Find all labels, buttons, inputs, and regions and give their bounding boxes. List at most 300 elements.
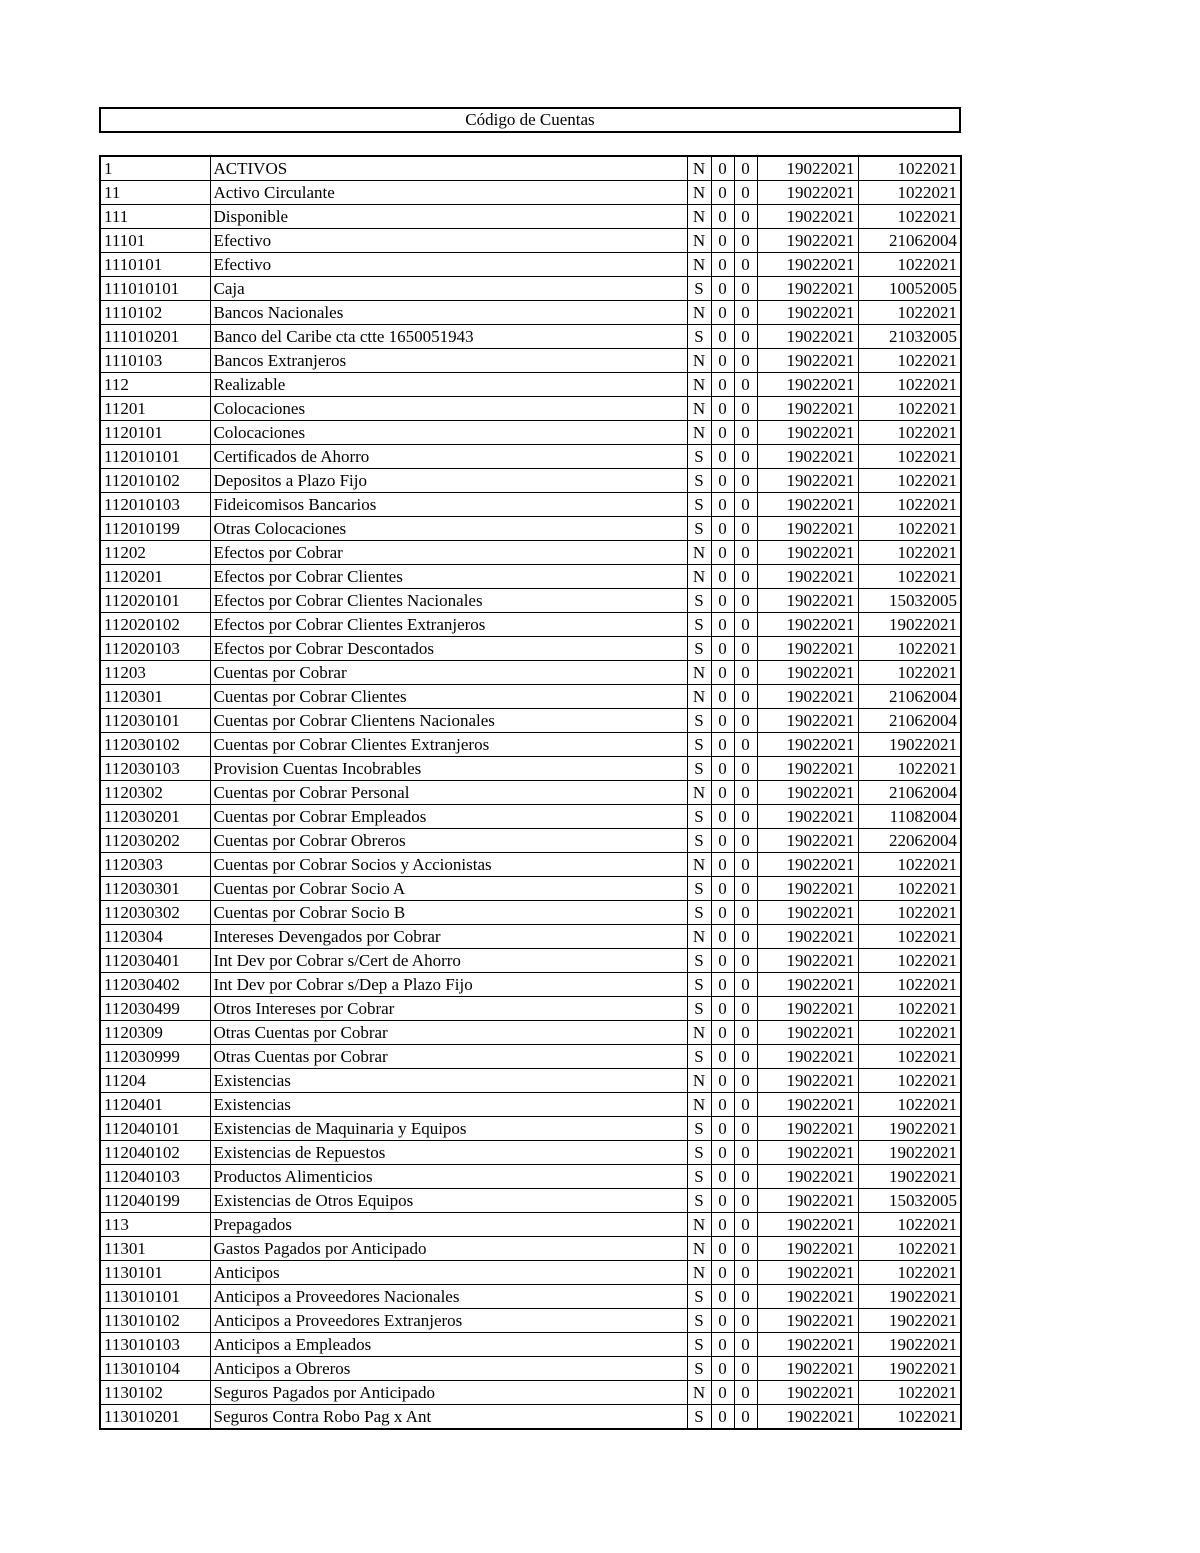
- zero-cell-2: 0: [734, 1021, 757, 1045]
- account-code-cell: 1120304: [100, 925, 210, 949]
- account-name-cell: Efectos por Cobrar Clientes: [210, 565, 687, 589]
- account-code-cell: 1120201: [100, 565, 210, 589]
- table-row: [100, 517, 961, 541]
- account-type-cell: S: [687, 805, 711, 829]
- date-created-cell: 19022021: [757, 661, 858, 685]
- account-code-cell: 112010199: [100, 517, 210, 541]
- account-name-cell: Existencias de Otros Equipos: [210, 1189, 687, 1213]
- zero-cell-1: 0: [711, 1237, 734, 1261]
- account-type-cell: N: [687, 373, 711, 397]
- account-type-cell: N: [687, 421, 711, 445]
- account-name-cell: Colocaciones: [210, 421, 687, 445]
- date-updated-cell: 1022021: [858, 181, 961, 205]
- zero-cell-1: 0: [711, 1093, 734, 1117]
- zero-cell-1: 0: [711, 709, 734, 733]
- table-row: [100, 1237, 961, 1261]
- date-created-cell: 19022021: [757, 925, 858, 949]
- account-type-cell: N: [687, 349, 711, 373]
- date-created-cell: 19022021: [757, 181, 858, 205]
- date-created-cell: 19022021: [757, 373, 858, 397]
- date-updated-cell: 1022021: [858, 757, 961, 781]
- account-code-cell: 112010101: [100, 445, 210, 469]
- account-type-cell: S: [687, 589, 711, 613]
- date-updated-cell: 1022021: [858, 853, 961, 877]
- account-code-cell: 1130102: [100, 1381, 210, 1405]
- date-created-cell: 19022021: [757, 637, 858, 661]
- account-type-cell: N: [687, 1213, 711, 1237]
- account-name-cell: Efectos por Cobrar Clientes Nacionales: [210, 589, 687, 613]
- account-name-cell: Gastos Pagados por Anticipado: [210, 1237, 687, 1261]
- zero-cell-1: 0: [711, 805, 734, 829]
- zero-cell-1: 0: [711, 325, 734, 349]
- zero-cell-2: 0: [734, 1333, 757, 1357]
- account-type-cell: N: [687, 661, 711, 685]
- account-code-cell: 112030201: [100, 805, 210, 829]
- account-type-cell: N: [687, 156, 711, 181]
- zero-cell-1: 0: [711, 853, 734, 877]
- zero-cell-1: 0: [711, 1381, 734, 1405]
- table-row: [100, 1117, 961, 1141]
- date-created-cell: 19022021: [757, 1405, 858, 1430]
- account-name-cell: Seguros Pagados por Anticipado: [210, 1381, 687, 1405]
- page-title: Código de Cuentas: [99, 107, 961, 133]
- account-type-cell: S: [687, 445, 711, 469]
- table-row: [100, 973, 961, 997]
- account-type-cell: S: [687, 1285, 711, 1309]
- zero-cell-1: 0: [711, 733, 734, 757]
- account-name-cell: Bancos Nacionales: [210, 301, 687, 325]
- account-code-cell: 112040103: [100, 1165, 210, 1189]
- account-name-cell: Intereses Devengados por Cobrar: [210, 925, 687, 949]
- account-name-cell: Int Dev por Cobrar s/Cert de Ahorro: [210, 949, 687, 973]
- account-name-cell: Prepagados: [210, 1213, 687, 1237]
- date-created-cell: 19022021: [757, 325, 858, 349]
- zero-cell-1: 0: [711, 685, 734, 709]
- date-updated-cell: 21032005: [858, 325, 961, 349]
- zero-cell-2: 0: [734, 925, 757, 949]
- zero-cell-1: 0: [711, 877, 734, 901]
- table-row: [100, 1333, 961, 1357]
- table-row: [100, 156, 961, 181]
- zero-cell-2: 0: [734, 781, 757, 805]
- date-created-cell: 19022021: [757, 685, 858, 709]
- account-name-cell: Efectos por Cobrar Descontados: [210, 637, 687, 661]
- account-type-cell: S: [687, 469, 711, 493]
- account-name-cell: Otras Colocaciones: [210, 517, 687, 541]
- account-code-cell: 111010201: [100, 325, 210, 349]
- date-updated-cell: 19022021: [858, 1141, 961, 1165]
- account-code-cell: 113: [100, 1213, 210, 1237]
- zero-cell-1: 0: [711, 181, 734, 205]
- account-type-cell: N: [687, 1381, 711, 1405]
- date-created-cell: 19022021: [757, 901, 858, 925]
- table-row: [100, 469, 961, 493]
- zero-cell-2: 0: [734, 973, 757, 997]
- account-type-cell: S: [687, 1045, 711, 1069]
- account-name-cell: Existencias de Repuestos: [210, 1141, 687, 1165]
- zero-cell-1: 0: [711, 1213, 734, 1237]
- account-type-cell: N: [687, 565, 711, 589]
- zero-cell-2: 0: [734, 949, 757, 973]
- account-type-cell: S: [687, 1309, 711, 1333]
- account-name-cell: Anticipos a Proveedores Extranjeros: [210, 1309, 687, 1333]
- zero-cell-1: 0: [711, 901, 734, 925]
- zero-cell-1: 0: [711, 1357, 734, 1381]
- date-created-cell: 19022021: [757, 973, 858, 997]
- table-row: [100, 709, 961, 733]
- account-type-cell: S: [687, 1333, 711, 1357]
- account-name-cell: Productos Alimenticios: [210, 1165, 687, 1189]
- account-code-cell: 1120401: [100, 1093, 210, 1117]
- date-updated-cell: 1022021: [858, 1021, 961, 1045]
- zero-cell-2: 0: [734, 1045, 757, 1069]
- account-name-cell: Anticipos: [210, 1261, 687, 1285]
- date-updated-cell: 10052005: [858, 277, 961, 301]
- table-row: [100, 733, 961, 757]
- account-type-cell: S: [687, 1165, 711, 1189]
- date-created-cell: 19022021: [757, 949, 858, 973]
- account-code-cell: 112030402: [100, 973, 210, 997]
- zero-cell-1: 0: [711, 1333, 734, 1357]
- date-updated-cell: 1022021: [858, 1069, 961, 1093]
- account-type-cell: N: [687, 301, 711, 325]
- zero-cell-2: 0: [734, 1117, 757, 1141]
- zero-cell-2: 0: [734, 997, 757, 1021]
- account-type-cell: N: [687, 781, 711, 805]
- zero-cell-2: 0: [734, 1285, 757, 1309]
- zero-cell-2: 0: [734, 1357, 757, 1381]
- date-updated-cell: 21062004: [858, 781, 961, 805]
- date-created-cell: 19022021: [757, 517, 858, 541]
- date-updated-cell: 15032005: [858, 1189, 961, 1213]
- date-created-cell: 19022021: [757, 589, 858, 613]
- table-row: [100, 277, 961, 301]
- date-created-cell: 19022021: [757, 853, 858, 877]
- zero-cell-1: 0: [711, 1261, 734, 1285]
- table-row: [100, 637, 961, 661]
- account-code-cell: 112030401: [100, 949, 210, 973]
- zero-cell-2: 0: [734, 901, 757, 925]
- zero-cell-2: 0: [734, 805, 757, 829]
- zero-cell-1: 0: [711, 829, 734, 853]
- account-code-cell: 112040102: [100, 1141, 210, 1165]
- account-name-cell: Cuentas por Cobrar Clientens Nacionales: [210, 709, 687, 733]
- zero-cell-1: 0: [711, 1405, 734, 1430]
- account-code-cell: 112040199: [100, 1189, 210, 1213]
- account-code-cell: 112030101: [100, 709, 210, 733]
- account-code-cell: 11203: [100, 661, 210, 685]
- account-code-cell: 1110102: [100, 301, 210, 325]
- account-code-cell: 111010101: [100, 277, 210, 301]
- account-name-cell: Existencias: [210, 1069, 687, 1093]
- date-created-cell: 19022021: [757, 1117, 858, 1141]
- account-code-cell: 1: [100, 156, 210, 181]
- date-created-cell: 19022021: [757, 877, 858, 901]
- account-type-cell: S: [687, 493, 711, 517]
- table-row: [100, 565, 961, 589]
- date-updated-cell: 1022021: [858, 637, 961, 661]
- date-created-cell: 19022021: [757, 493, 858, 517]
- zero-cell-2: 0: [734, 1237, 757, 1261]
- date-created-cell: 19022021: [757, 733, 858, 757]
- zero-cell-1: 0: [711, 493, 734, 517]
- zero-cell-2: 0: [734, 589, 757, 613]
- account-name-cell: Cuentas por Cobrar Personal: [210, 781, 687, 805]
- date-updated-cell: 1022021: [858, 901, 961, 925]
- account-name-cell: Cuentas por Cobrar Empleados: [210, 805, 687, 829]
- zero-cell-2: 0: [734, 685, 757, 709]
- table-row: [100, 1045, 961, 1069]
- date-updated-cell: 21062004: [858, 685, 961, 709]
- account-name-cell: Otras Cuentas por Cobrar: [210, 1021, 687, 1045]
- account-code-cell: 112010102: [100, 469, 210, 493]
- zero-cell-1: 0: [711, 997, 734, 1021]
- date-created-cell: 19022021: [757, 1093, 858, 1117]
- account-type-cell: N: [687, 229, 711, 253]
- table-row: [100, 421, 961, 445]
- zero-cell-2: 0: [734, 1093, 757, 1117]
- account-code-cell: 111: [100, 205, 210, 229]
- date-updated-cell: 22062004: [858, 829, 961, 853]
- zero-cell-2: 0: [734, 397, 757, 421]
- zero-cell-1: 0: [711, 1165, 734, 1189]
- account-name-cell: Disponible: [210, 205, 687, 229]
- account-name-cell: Cuentas por Cobrar Clientes: [210, 685, 687, 709]
- account-code-cell: 11201: [100, 397, 210, 421]
- date-created-cell: 19022021: [757, 565, 858, 589]
- date-created-cell: 19022021: [757, 997, 858, 1021]
- account-type-cell: S: [687, 949, 711, 973]
- zero-cell-1: 0: [711, 1117, 734, 1141]
- account-type-cell: S: [687, 829, 711, 853]
- zero-cell-2: 0: [734, 1165, 757, 1189]
- zero-cell-2: 0: [734, 1189, 757, 1213]
- date-updated-cell: 19022021: [858, 733, 961, 757]
- account-type-cell: N: [687, 1261, 711, 1285]
- date-updated-cell: 1022021: [858, 205, 961, 229]
- account-code-cell: 112040101: [100, 1117, 210, 1141]
- date-created-cell: 19022021: [757, 613, 858, 637]
- account-type-cell: S: [687, 877, 711, 901]
- account-name-cell: Colocaciones: [210, 397, 687, 421]
- account-type-cell: S: [687, 1405, 711, 1430]
- table-row: [100, 253, 961, 277]
- zero-cell-1: 0: [711, 949, 734, 973]
- date-created-cell: 19022021: [757, 805, 858, 829]
- zero-cell-1: 0: [711, 1045, 734, 1069]
- zero-cell-1: 0: [711, 613, 734, 637]
- zero-cell-2: 0: [734, 156, 757, 181]
- account-type-cell: N: [687, 181, 711, 205]
- date-created-cell: 19022021: [757, 1213, 858, 1237]
- date-updated-cell: 1022021: [858, 565, 961, 589]
- table-row: [100, 325, 961, 349]
- date-created-cell: 19022021: [757, 1381, 858, 1405]
- zero-cell-1: 0: [711, 1141, 734, 1165]
- zero-cell-2: 0: [734, 733, 757, 757]
- account-type-cell: N: [687, 1069, 711, 1093]
- account-type-cell: N: [687, 1021, 711, 1045]
- date-updated-cell: 15032005: [858, 589, 961, 613]
- date-created-cell: 19022021: [757, 1357, 858, 1381]
- zero-cell-2: 0: [734, 1069, 757, 1093]
- account-code-cell: 112030499: [100, 997, 210, 1021]
- table-row: [100, 949, 961, 973]
- account-type-cell: S: [687, 733, 711, 757]
- date-updated-cell: 1022021: [858, 349, 961, 373]
- account-code-cell: 11204: [100, 1069, 210, 1093]
- account-code-cell: 1120303: [100, 853, 210, 877]
- account-code-cell: 11202: [100, 541, 210, 565]
- date-updated-cell: 19022021: [858, 1333, 961, 1357]
- account-type-cell: N: [687, 1093, 711, 1117]
- account-name-cell: Provision Cuentas Incobrables: [210, 757, 687, 781]
- account-name-cell: Cuentas por Cobrar Socio B: [210, 901, 687, 925]
- table-row: [100, 829, 961, 853]
- date-created-cell: 19022021: [757, 301, 858, 325]
- zero-cell-2: 0: [734, 301, 757, 325]
- date-created-cell: 19022021: [757, 709, 858, 733]
- date-created-cell: 19022021: [757, 253, 858, 277]
- date-created-cell: 19022021: [757, 349, 858, 373]
- date-updated-cell: 19022021: [858, 1165, 961, 1189]
- date-created-cell: 19022021: [757, 445, 858, 469]
- date-created-cell: 19022021: [757, 229, 858, 253]
- date-updated-cell: 1022021: [858, 421, 961, 445]
- date-created-cell: 19022021: [757, 156, 858, 181]
- date-updated-cell: 1022021: [858, 493, 961, 517]
- zero-cell-2: 0: [734, 229, 757, 253]
- account-name-cell: ACTIVOS: [210, 156, 687, 181]
- table-row: [100, 1165, 961, 1189]
- account-name-cell: Cuentas por Cobrar: [210, 661, 687, 685]
- account-name-cell: Seguros Contra Robo Pag x Ant: [210, 1405, 687, 1430]
- account-code-cell: 112030302: [100, 901, 210, 925]
- zero-cell-2: 0: [734, 421, 757, 445]
- table-row: [100, 349, 961, 373]
- date-updated-cell: 1022021: [858, 661, 961, 685]
- account-name-cell: Cuentas por Cobrar Clientes Extranjeros: [210, 733, 687, 757]
- zero-cell-2: 0: [734, 1261, 757, 1285]
- account-code-cell: 112: [100, 373, 210, 397]
- table-row: [100, 685, 961, 709]
- zero-cell-1: 0: [711, 469, 734, 493]
- date-updated-cell: 1022021: [858, 1093, 961, 1117]
- date-created-cell: 19022021: [757, 1141, 858, 1165]
- table-row: [100, 1357, 961, 1381]
- zero-cell-2: 0: [734, 757, 757, 781]
- date-updated-cell: 1022021: [858, 397, 961, 421]
- date-created-cell: 19022021: [757, 1165, 858, 1189]
- account-name-cell: Int Dev por Cobrar s/Dep a Plazo Fijo: [210, 973, 687, 997]
- date-created-cell: 19022021: [757, 1333, 858, 1357]
- account-type-cell: S: [687, 1357, 711, 1381]
- zero-cell-2: 0: [734, 325, 757, 349]
- account-code-cell: 112030301: [100, 877, 210, 901]
- account-name-cell: Cuentas por Cobrar Obreros: [210, 829, 687, 853]
- date-updated-cell: 19022021: [858, 1309, 961, 1333]
- zero-cell-1: 0: [711, 156, 734, 181]
- date-updated-cell: 1022021: [858, 949, 961, 973]
- date-updated-cell: 1022021: [858, 925, 961, 949]
- account-name-cell: Cuentas por Cobrar Socio A: [210, 877, 687, 901]
- zero-cell-1: 0: [711, 277, 734, 301]
- zero-cell-2: 0: [734, 181, 757, 205]
- table-row: [100, 445, 961, 469]
- date-created-cell: 19022021: [757, 541, 858, 565]
- date-created-cell: 19022021: [757, 469, 858, 493]
- table-row: [100, 757, 961, 781]
- date-updated-cell: 1022021: [858, 1045, 961, 1069]
- accounts-table: [99, 155, 962, 1430]
- zero-cell-1: 0: [711, 373, 734, 397]
- account-name-cell: Anticipos a Empleados: [210, 1333, 687, 1357]
- table-row: [100, 493, 961, 517]
- zero-cell-2: 0: [734, 445, 757, 469]
- zero-cell-1: 0: [711, 925, 734, 949]
- zero-cell-1: 0: [711, 301, 734, 325]
- date-updated-cell: 1022021: [858, 1237, 961, 1261]
- date-created-cell: 19022021: [757, 1261, 858, 1285]
- account-type-cell: N: [687, 541, 711, 565]
- account-name-cell: Realizable: [210, 373, 687, 397]
- zero-cell-1: 0: [711, 565, 734, 589]
- table-row: [100, 205, 961, 229]
- zero-cell-2: 0: [734, 493, 757, 517]
- date-updated-cell: 1022021: [858, 469, 961, 493]
- account-code-cell: 112030103: [100, 757, 210, 781]
- zero-cell-2: 0: [734, 373, 757, 397]
- zero-cell-2: 0: [734, 205, 757, 229]
- account-code-cell: 113010103: [100, 1333, 210, 1357]
- table-row: [100, 1285, 961, 1309]
- date-updated-cell: 1022021: [858, 541, 961, 565]
- zero-cell-2: 0: [734, 565, 757, 589]
- account-code-cell: 1120309: [100, 1021, 210, 1045]
- date-created-cell: 19022021: [757, 1309, 858, 1333]
- date-created-cell: 19022021: [757, 781, 858, 805]
- zero-cell-1: 0: [711, 229, 734, 253]
- account-type-cell: S: [687, 277, 711, 301]
- zero-cell-2: 0: [734, 541, 757, 565]
- zero-cell-2: 0: [734, 877, 757, 901]
- account-name-cell: Anticipos a Proveedores Nacionales: [210, 1285, 687, 1309]
- table-row: [100, 1141, 961, 1165]
- table-row: [100, 541, 961, 565]
- zero-cell-2: 0: [734, 517, 757, 541]
- zero-cell-2: 0: [734, 253, 757, 277]
- table-row: [100, 397, 961, 421]
- account-name-cell: Depositos a Plazo Fijo: [210, 469, 687, 493]
- zero-cell-1: 0: [711, 445, 734, 469]
- zero-cell-2: 0: [734, 1213, 757, 1237]
- zero-cell-1: 0: [711, 541, 734, 565]
- table-row: [100, 229, 961, 253]
- date-updated-cell: 21062004: [858, 709, 961, 733]
- account-type-cell: S: [687, 997, 711, 1021]
- account-type-cell: S: [687, 517, 711, 541]
- account-type-cell: S: [687, 1189, 711, 1213]
- account-type-cell: N: [687, 685, 711, 709]
- account-type-cell: N: [687, 1237, 711, 1261]
- account-type-cell: N: [687, 925, 711, 949]
- date-updated-cell: 1022021: [858, 301, 961, 325]
- zero-cell-1: 0: [711, 781, 734, 805]
- date-updated-cell: 1022021: [858, 156, 961, 181]
- date-updated-cell: 11082004: [858, 805, 961, 829]
- zero-cell-2: 0: [734, 1309, 757, 1333]
- account-code-cell: 1130101: [100, 1261, 210, 1285]
